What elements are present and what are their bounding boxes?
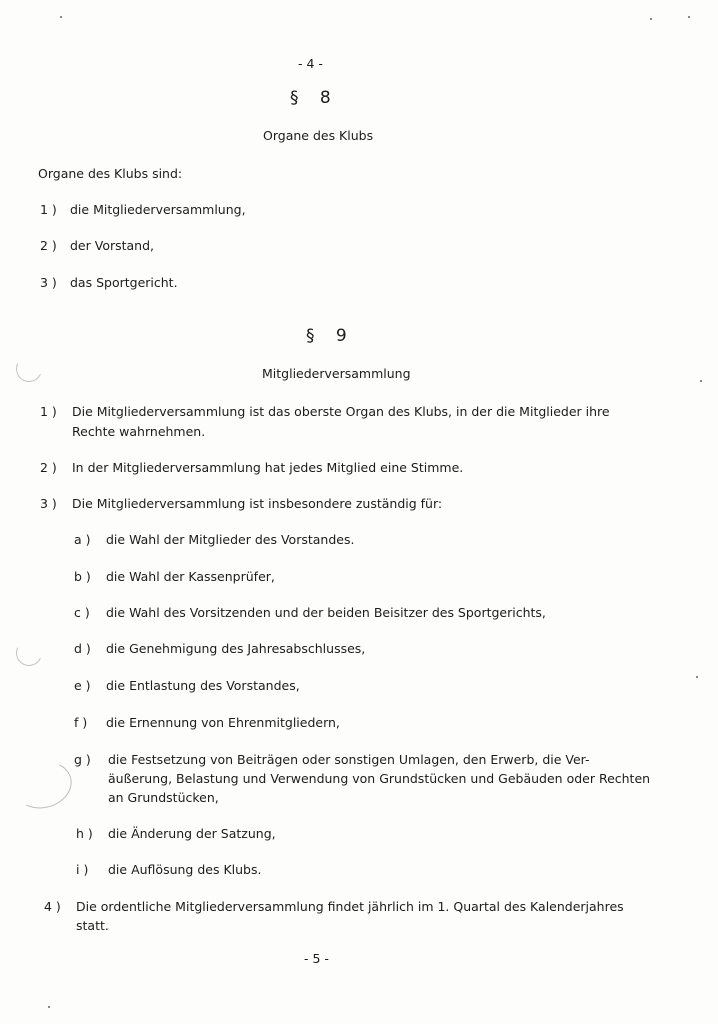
sub-item-letter: f ): [74, 715, 88, 730]
sub-item-text: äußerung, Belastung und Verwendung von Grundstücken und Gebäuden oder Rechten: [108, 771, 651, 786]
list-item-number: 2 ): [40, 238, 57, 253]
section-8-intro: Organe des Klubs sind:: [38, 166, 183, 181]
sub-item-text: die Festsetzung von Beiträgen oder sonstigen Umlagen, den Erwerb, die Ver-: [108, 752, 590, 767]
page-number-bottom: - 5 -: [304, 951, 329, 966]
paragraph-text: Die Mitgliederversammlung ist insbesondere zuständig für:: [72, 496, 443, 511]
speck: [700, 380, 702, 382]
sub-item-text: die Wahl des Vorsitzenden und der beiden Beisitzer des Sportgerichts,: [106, 605, 546, 620]
pencil-mark: [9, 755, 77, 814]
sub-item-text: die Wahl der Kassenprüfer,: [106, 569, 275, 584]
paragraph-text: Rechte wahrnehmen.: [72, 424, 206, 439]
list-item-number: 3 ): [40, 275, 57, 290]
section-8-title: Organe des Klubs: [263, 128, 374, 143]
sub-item-letter: c ): [74, 605, 90, 620]
sub-item-letter: d ): [74, 641, 91, 656]
sub-item-text: die Auflösung des Klubs.: [108, 862, 262, 877]
sub-item-letter: h ): [76, 826, 93, 841]
paragraph-text: In der Mitgliederversammlung hat jedes Mitglied eine Stimme.: [72, 460, 464, 475]
sub-item-letter: e ): [74, 678, 91, 693]
sub-item-letter: g ): [74, 752, 91, 767]
paragraph-text: Die ordentliche Mitgliederversammlung findet jährlich im 1. Quartal des Kalenderjahres: [76, 899, 624, 914]
speck: [688, 16, 690, 18]
list-item-text: der Vorstand,: [70, 238, 155, 253]
sub-item-letter: i ): [76, 862, 89, 877]
section-9-sign: § 9: [306, 326, 355, 346]
speck: [48, 1006, 50, 1008]
punch-hole-mark: [12, 636, 45, 669]
list-item-text: das Sportgericht.: [70, 275, 178, 290]
list-item-text: die Mitgliederversammlung,: [70, 202, 246, 217]
sub-item-letter: a ): [74, 532, 91, 547]
paragraph-number: 3 ): [40, 496, 57, 511]
sub-item-text: die Änderung der Satzung,: [108, 826, 276, 841]
sub-item-text: an Grundstücken,: [108, 790, 219, 805]
sub-item-text: die Wahl der Mitglieder des Vorstandes.: [106, 532, 355, 547]
speck: [696, 676, 698, 678]
paragraph-number: 2 ): [40, 460, 57, 475]
paragraph-number: 4 ): [44, 899, 61, 914]
paragraph-text: statt.: [76, 918, 109, 933]
punch-hole-mark: [12, 352, 45, 385]
sub-item-text: die Entlastung des Vorstandes,: [106, 678, 300, 693]
sub-item-letter: b ): [74, 569, 91, 584]
sub-item-text: die Ernennung von Ehrenmitgliedern,: [106, 715, 340, 730]
paragraph-number: 1 ): [40, 404, 57, 419]
section-9-title: Mitgliederversammlung: [262, 366, 411, 381]
paragraph-text: Die Mitgliederversammlung ist das oberste Organ des Klubs, in der die Mitglieder ihre: [72, 404, 610, 419]
speck: [650, 18, 652, 20]
sub-item-text: die Genehmigung des Jahresabschlusses,: [106, 641, 366, 656]
page-number-top: - 4 -: [298, 56, 323, 71]
list-item-number: 1 ): [40, 202, 57, 217]
section-8-sign: § 8: [290, 88, 339, 108]
speck: [60, 16, 62, 18]
